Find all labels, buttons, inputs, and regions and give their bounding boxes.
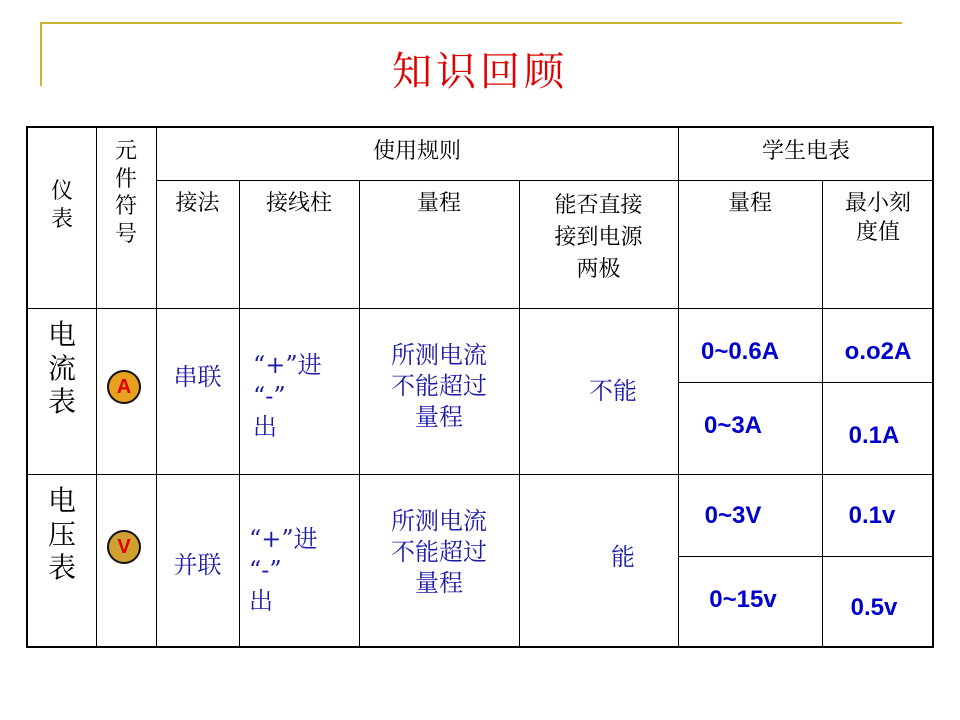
header-instrument: 仪 表 [50, 179, 73, 232]
voltmeter-min-1: 0.1v [848, 502, 896, 529]
voltmeter-range-rule: 所测电流 不能超过 量程 [391, 507, 487, 598]
ammeter-terminal: “+”进 “-” 出 [253, 351, 322, 442]
ammeter-range-2: 0~3A [703, 412, 763, 439]
ammeter-connection: 串联 [173, 363, 222, 391]
grid-line [28, 308, 934, 309]
page-title: 知识回顾 [392, 49, 568, 95]
voltmeter-min-2: 0.5v [850, 594, 898, 621]
voltmeter-name: 电 压 表 [47, 484, 76, 585]
grid-line [678, 556, 934, 557]
header-min-division: 最小刻 度值 [844, 191, 911, 245]
header-student-meter: 学生电表 [761, 139, 850, 164]
header-range: 量程 [416, 191, 461, 216]
grid-line [678, 382, 934, 383]
ammeter-min-2: 0.1A [848, 422, 900, 449]
voltmeter-terminal: “+”进 “-” 出 [249, 525, 318, 616]
header-connection: 接法 [175, 191, 220, 216]
header-meter-range: 量程 [727, 191, 772, 216]
header-terminal: 接线柱 [265, 191, 332, 216]
decor-top-line [40, 22, 902, 24]
voltmeter-connection: 并联 [173, 551, 222, 579]
header-symbol: 元 件 符 号 [114, 139, 137, 247]
ammeter-min-1: o.o2A [844, 338, 912, 365]
ammeter-symbol-icon: A [107, 370, 141, 404]
voltmeter-symbol-icon: V [107, 530, 141, 564]
ammeter-range-rule: 所测电流 不能超过 量程 [391, 341, 487, 432]
voltmeter-direct: 能 [611, 543, 635, 571]
grid-line [28, 474, 934, 475]
ammeter-direct: 不能 [589, 377, 637, 405]
header-direct-connect: 能否直接 接到电源 两极 [554, 193, 643, 282]
header-usage-rules: 使用规则 [372, 139, 461, 164]
grid-line [822, 180, 823, 646]
grid-line [156, 180, 934, 181]
ammeter-name: 电 流 表 [47, 318, 76, 419]
meters-table [26, 126, 934, 648]
ammeter-range-1: 0~0.6A [700, 338, 780, 365]
voltmeter-range-2: 0~15v [709, 586, 777, 613]
voltmeter-range-1: 0~3V [704, 502, 762, 529]
